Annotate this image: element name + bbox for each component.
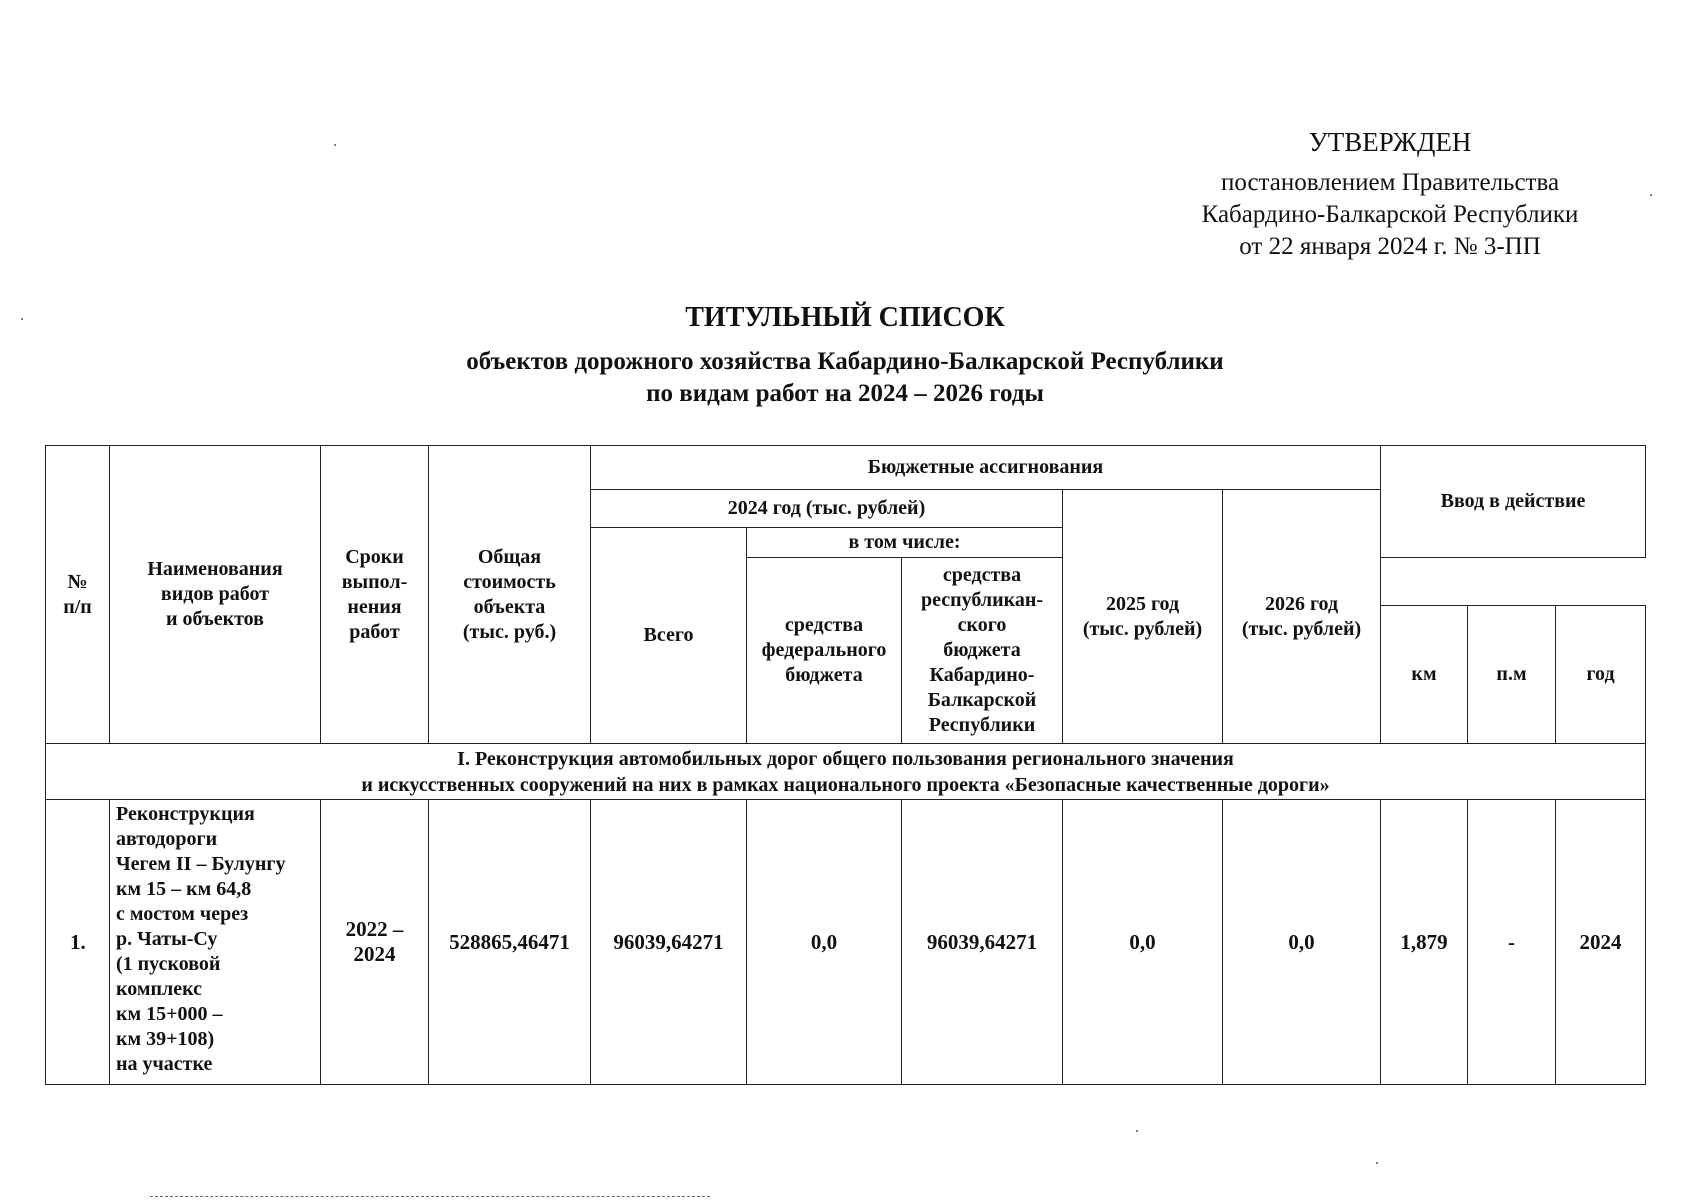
header-total: Всего (591, 528, 747, 744)
header-budget: Бюджетные ассигнования (591, 446, 1381, 490)
header-year-2026: 2026 год (тыс. рублей) (1223, 490, 1381, 744)
header-year: год (1556, 606, 1646, 744)
approval-line: Кабардино-Балкарской Республики (1201, 201, 1579, 228)
header-num: № п/п (46, 446, 110, 744)
row-terms: 2022 – 2024 (321, 800, 429, 1085)
approval-date-line: от 22 января 2024 г. № 3-ПП (1239, 233, 1541, 260)
scan-speck (1136, 1130, 1138, 1132)
row-total-2024: 96039,64271 (591, 800, 747, 1085)
row-2025: 0,0 (1063, 800, 1223, 1085)
title-list-table (45, 445, 1646, 1085)
approval-heading: УТВЕРЖДЕН (1308, 127, 1472, 157)
header-terms: Сроки выпол- нения работ (321, 446, 429, 744)
row-year: 2024 (1556, 800, 1646, 1085)
header-total-cost: Общая стоимость объекта (тыс. руб.) (429, 446, 591, 744)
approval-line: постановлением Правительства (1220, 169, 1560, 196)
header-republican: средства республикан- ского бюджета Кабардино- Балкарской Республики (902, 558, 1063, 744)
scan-speck (21, 318, 23, 320)
row-total-cost: 528865,46471 (429, 800, 591, 1085)
header-pm: п.м (1468, 606, 1556, 744)
title-sub: объектов дорожного хозяйства Кабардино-Балкарской Республики (466, 348, 1224, 375)
title-sub: по видам работ на 2024 – 2026 годы (646, 380, 1044, 407)
header-km: км (1381, 606, 1468, 744)
row-pm: - (1468, 800, 1556, 1085)
scan-speck (1650, 194, 1652, 196)
header-year-2024: 2024 год (тыс. рублей) (591, 490, 1063, 528)
scan-speck (334, 144, 336, 146)
section-heading: I. Реконструкция автомобильных дорог общего пользования регионального значения и искусственных сооружений на них в рамках национального проекта «Безопасные качественные дороги» (46, 744, 1646, 800)
title-main: ТИТУЛЬНЫЙ СПИСОК (685, 302, 1005, 333)
header-year-2025: 2025 год (тыс. рублей) (1063, 490, 1223, 744)
table-row (46, 800, 1646, 1085)
row-name: Реконструкция автодороги Чегем II – Булунгу км 15 – км 64,8 с мостом через р. Чаты-Су (1 пусковой комплекс км 15+000 – км 39+108) на участке (110, 800, 321, 1085)
header-federal: средства федерального бюджета (747, 558, 902, 744)
document-title (300, 300, 1390, 410)
row-num: 1. (46, 800, 110, 1085)
header-including: в том числе: (747, 528, 1063, 558)
header-commissioning: Ввод в действие (1381, 446, 1646, 558)
scan-speck (1376, 1162, 1378, 1164)
approval-block (1170, 126, 1610, 263)
row-republican-2024: 96039,64271 (902, 800, 1063, 1085)
scan-edge-line (150, 1196, 710, 1198)
row-km: 1,879 (1381, 800, 1468, 1085)
row-federal-2024: 0,0 (747, 800, 902, 1085)
header-name: Наименования видов работ и объектов (110, 446, 321, 744)
row-2026: 0,0 (1223, 800, 1381, 1085)
